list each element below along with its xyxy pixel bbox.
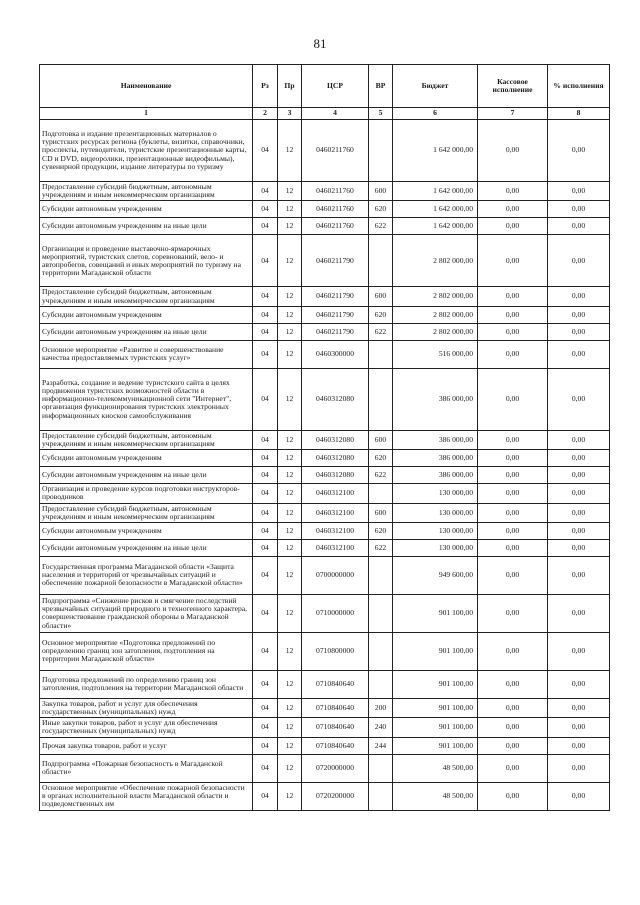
cell-pr: 12 bbox=[278, 323, 302, 340]
cell-budget: 386 000,00 bbox=[393, 430, 478, 449]
cell-pr: 12 bbox=[278, 632, 302, 670]
table-row bbox=[40, 632, 610, 670]
cell-rz: 04 bbox=[253, 218, 278, 235]
cell-csr: 0460211760 bbox=[302, 182, 369, 201]
cell-vr bbox=[369, 594, 393, 632]
cell-csr: 0460300000 bbox=[302, 340, 369, 368]
cell-name: Подпрограмма «Снижение рисков и смягчение последствий чрезвычайных ситуаций природного и техногенного характера, совершенствование гражданской обороны в Магаданской области» bbox=[40, 594, 253, 632]
cell-cash-execution: 0,00 bbox=[478, 718, 548, 737]
cell-pr: 12 bbox=[278, 120, 302, 182]
cell-name: Субсидии автономным учреждениям bbox=[40, 450, 253, 467]
cell-name: Субсидии автономным учреждениям на иные цели bbox=[40, 467, 253, 484]
cell-vr bbox=[369, 484, 393, 503]
cell-pr: 12 bbox=[278, 670, 302, 698]
cell-vr bbox=[369, 120, 393, 182]
cell-name: Основное мероприятие «Подготовка предложений по определению границ зон затопления, подтопления на территории Магаданской области» bbox=[40, 632, 253, 670]
cell-budget: 386 000,00 bbox=[393, 450, 478, 467]
cell-cash-execution: 0,00 bbox=[478, 182, 548, 201]
cell-cash-execution: 0,00 bbox=[478, 556, 548, 594]
cell-pr: 12 bbox=[278, 368, 302, 430]
cell-cash-execution: 0,00 bbox=[478, 503, 548, 522]
cell-cash-execution: 0,00 bbox=[478, 539, 548, 556]
page-number: 81 bbox=[313, 36, 327, 51]
cell-execution-percent: 0,00 bbox=[548, 218, 610, 235]
cell-budget: 2 802 000,00 bbox=[393, 306, 478, 323]
cell-rz: 04 bbox=[253, 235, 278, 287]
column-number: 8 bbox=[548, 108, 610, 120]
cell-csr: 0460312100 bbox=[302, 522, 369, 539]
column-number-row bbox=[40, 108, 610, 120]
cell-budget: 901 100,00 bbox=[393, 737, 478, 754]
cell-pr: 12 bbox=[278, 235, 302, 287]
cell-cash-execution: 0,00 bbox=[478, 218, 548, 235]
cell-execution-percent: 0,00 bbox=[548, 287, 610, 306]
cell-cash-execution: 0,00 bbox=[478, 368, 548, 430]
cell-vr bbox=[369, 632, 393, 670]
header-csr: ЦСР bbox=[302, 65, 369, 108]
column-number: 2 bbox=[253, 108, 278, 120]
cell-rz: 04 bbox=[253, 539, 278, 556]
cell-cash-execution: 0,00 bbox=[478, 120, 548, 182]
cell-name: Предоставление субсидий бюджетным, автономным учреждениям и иным некоммерческим организациям bbox=[40, 503, 253, 522]
cell-budget: 901 100,00 bbox=[393, 698, 478, 717]
cell-vr: 622 bbox=[369, 323, 393, 340]
cell-budget: 516 000,00 bbox=[393, 340, 478, 368]
cell-budget: 2 802 000,00 bbox=[393, 235, 478, 287]
cell-csr: 0700000000 bbox=[302, 556, 369, 594]
cell-rz: 04 bbox=[253, 522, 278, 539]
cell-execution-percent: 0,00 bbox=[548, 782, 610, 810]
cell-execution-percent: 0,00 bbox=[548, 737, 610, 754]
cell-cash-execution: 0,00 bbox=[478, 201, 548, 218]
header-pr: Пр bbox=[278, 65, 302, 108]
cell-name: Предоставление субсидий бюджетным, автономным учреждениям и иным некоммерческим организациям bbox=[40, 287, 253, 306]
cell-vr: 622 bbox=[369, 467, 393, 484]
cell-vr bbox=[369, 340, 393, 368]
cell-rz: 04 bbox=[253, 182, 278, 201]
cell-vr: 244 bbox=[369, 737, 393, 754]
cell-csr: 0710840640 bbox=[302, 698, 369, 717]
cell-pr: 12 bbox=[278, 287, 302, 306]
cell-name: Организация и проведение выставочно-ярмарочных мероприятий, туристских слетов, соревнований, вело- и автопробегов, совещаний и иных мероприятий по туризму на территории Магаданской области bbox=[40, 235, 253, 287]
cell-cash-execution: 0,00 bbox=[478, 430, 548, 449]
cell-cash-execution: 0,00 bbox=[478, 306, 548, 323]
cell-rz: 04 bbox=[253, 737, 278, 754]
cell-name: Субсидии автономным учреждениям bbox=[40, 201, 253, 218]
cell-budget: 130 000,00 bbox=[393, 539, 478, 556]
table-row bbox=[40, 556, 610, 594]
cell-rz: 04 bbox=[253, 632, 278, 670]
cell-vr bbox=[369, 368, 393, 430]
cell-budget: 949 600,00 bbox=[393, 556, 478, 594]
cell-execution-percent: 0,00 bbox=[548, 430, 610, 449]
cell-vr: 620 bbox=[369, 201, 393, 218]
cell-pr: 12 bbox=[278, 698, 302, 717]
header-cash-execution: Кассовое исполнение bbox=[478, 65, 548, 108]
cell-execution-percent: 0,00 bbox=[548, 120, 610, 182]
cell-pr: 12 bbox=[278, 522, 302, 539]
table-row bbox=[40, 340, 610, 368]
cell-name: Субсидии автономным учреждениям bbox=[40, 306, 253, 323]
cell-rz: 04 bbox=[253, 718, 278, 737]
cell-execution-percent: 0,00 bbox=[548, 539, 610, 556]
cell-execution-percent: 0,00 bbox=[548, 698, 610, 717]
cell-name: Прочая закупка товаров, работ и услуг bbox=[40, 737, 253, 754]
cell-execution-percent: 0,00 bbox=[548, 306, 610, 323]
table-row bbox=[40, 484, 610, 503]
cell-pr: 12 bbox=[278, 737, 302, 754]
table-row bbox=[40, 218, 610, 235]
cell-rz: 04 bbox=[253, 201, 278, 218]
table-row bbox=[40, 467, 610, 484]
cell-csr: 0460211760 bbox=[302, 201, 369, 218]
cell-cash-execution: 0,00 bbox=[478, 323, 548, 340]
cell-name: Подпрограмма «Пожарная безопасность в Магаданской области» bbox=[40, 754, 253, 782]
cell-budget: 130 000,00 bbox=[393, 484, 478, 503]
cell-budget: 901 100,00 bbox=[393, 670, 478, 698]
cell-vr: 600 bbox=[369, 503, 393, 522]
cell-cash-execution: 0,00 bbox=[478, 340, 548, 368]
cell-budget: 130 000,00 bbox=[393, 503, 478, 522]
cell-cash-execution: 0,00 bbox=[478, 594, 548, 632]
cell-pr: 12 bbox=[278, 430, 302, 449]
cell-csr: 0460312100 bbox=[302, 484, 369, 503]
cell-cash-execution: 0,00 bbox=[478, 522, 548, 539]
table-row bbox=[40, 737, 610, 754]
cell-csr: 0460211760 bbox=[302, 120, 369, 182]
cell-csr: 0710800000 bbox=[302, 632, 369, 670]
table-row bbox=[40, 306, 610, 323]
table-row bbox=[40, 754, 610, 782]
table-row bbox=[40, 698, 610, 717]
cell-name: Разработка, создание и ведение туристского сайта в целях продвижения туристских возможностей области в информационно-телекоммуникационной сети "Интернет", организация функционирования туристских электронных информационных киосков самообслуживания bbox=[40, 368, 253, 430]
cell-pr: 12 bbox=[278, 718, 302, 737]
cell-rz: 04 bbox=[253, 467, 278, 484]
table-row bbox=[40, 522, 610, 539]
cell-cash-execution: 0,00 bbox=[478, 670, 548, 698]
column-number: 7 bbox=[478, 108, 548, 120]
cell-cash-execution: 0,00 bbox=[478, 754, 548, 782]
cell-csr: 0710000000 bbox=[302, 594, 369, 632]
table-row bbox=[40, 235, 610, 287]
cell-rz: 04 bbox=[253, 340, 278, 368]
table-header-row bbox=[40, 65, 610, 108]
cell-vr: 600 bbox=[369, 430, 393, 449]
table-row bbox=[40, 503, 610, 522]
cell-execution-percent: 0,00 bbox=[548, 594, 610, 632]
cell-cash-execution: 0,00 bbox=[478, 632, 548, 670]
cell-rz: 04 bbox=[253, 306, 278, 323]
cell-csr: 0460312080 bbox=[302, 368, 369, 430]
cell-rz: 04 bbox=[253, 323, 278, 340]
cell-name: Основное мероприятие «Развитие и совершенствование качества предоставляемых туристских услуг» bbox=[40, 340, 253, 368]
cell-vr: 620 bbox=[369, 450, 393, 467]
cell-execution-percent: 0,00 bbox=[548, 754, 610, 782]
cell-csr: 0460211790 bbox=[302, 287, 369, 306]
cell-pr: 12 bbox=[278, 782, 302, 810]
cell-cash-execution: 0,00 bbox=[478, 450, 548, 467]
table-row bbox=[40, 594, 610, 632]
cell-csr: 0460312080 bbox=[302, 450, 369, 467]
cell-name: Предоставление субсидий бюджетным, автономным учреждениям и иным некоммерческим организациям bbox=[40, 430, 253, 449]
cell-vr bbox=[369, 782, 393, 810]
cell-pr: 12 bbox=[278, 450, 302, 467]
cell-name: Субсидии автономным учреждениям на иные цели bbox=[40, 323, 253, 340]
cell-execution-percent: 0,00 bbox=[548, 368, 610, 430]
cell-csr: 0710840640 bbox=[302, 737, 369, 754]
cell-execution-percent: 0,00 bbox=[548, 718, 610, 737]
cell-csr: 0460211790 bbox=[302, 306, 369, 323]
cell-csr: 0460312080 bbox=[302, 430, 369, 449]
cell-pr: 12 bbox=[278, 306, 302, 323]
table-row bbox=[40, 182, 610, 201]
cell-cash-execution: 0,00 bbox=[478, 287, 548, 306]
header-budget: Бюджет bbox=[393, 65, 478, 108]
cell-csr: 0460312100 bbox=[302, 539, 369, 556]
cell-budget: 2 802 000,00 bbox=[393, 287, 478, 306]
cell-name: Подготовка и издание презентационных материалов о туристских ресурсах региона (буклеты, визитки, справочники, проспекты, путеводители, туристские презентационные карты, CD и DVD, видеоролики, презентационные видеофильмы), сувенирной продукции, издание литературы по туризму bbox=[40, 120, 253, 182]
cell-rz: 04 bbox=[253, 556, 278, 594]
cell-rz: 04 bbox=[253, 450, 278, 467]
cell-name: Организация и проведение курсов подготовки инструкторов-проводников bbox=[40, 484, 253, 503]
cell-rz: 04 bbox=[253, 120, 278, 182]
cell-execution-percent: 0,00 bbox=[548, 522, 610, 539]
cell-budget: 1 642 000,00 bbox=[393, 218, 478, 235]
cell-vr: 240 bbox=[369, 718, 393, 737]
cell-name: Иные закупки товаров, работ и услуг для обеспечения государственных (муниципальных) нужд bbox=[40, 718, 253, 737]
cell-budget: 901 100,00 bbox=[393, 594, 478, 632]
cell-execution-percent: 0,00 bbox=[548, 450, 610, 467]
cell-csr: 0460312100 bbox=[302, 503, 369, 522]
cell-csr: 0720000000 bbox=[302, 754, 369, 782]
cell-rz: 04 bbox=[253, 670, 278, 698]
cell-execution-percent: 0,00 bbox=[548, 235, 610, 287]
cell-execution-percent: 0,00 bbox=[548, 632, 610, 670]
cell-budget: 2 802 000,00 bbox=[393, 323, 478, 340]
cell-execution-percent: 0,00 bbox=[548, 556, 610, 594]
column-number: 3 bbox=[278, 108, 302, 120]
cell-csr: 0720200000 bbox=[302, 782, 369, 810]
cell-execution-percent: 0,00 bbox=[548, 182, 610, 201]
cell-name: Государственная программа Магаданской области «Защита населения и территорий от чрезвычайных ситуаций и обеспечение пожарной безопасности в Магаданской области» bbox=[40, 556, 253, 594]
header-rz: Рз bbox=[253, 65, 278, 108]
cell-execution-percent: 0,00 bbox=[548, 503, 610, 522]
cell-budget: 901 100,00 bbox=[393, 632, 478, 670]
cell-rz: 04 bbox=[253, 503, 278, 522]
cell-name: Подготовка предложений по определению границ зон затопления, подтопления на территории Магаданской области bbox=[40, 670, 253, 698]
cell-pr: 12 bbox=[278, 754, 302, 782]
cell-rz: 04 bbox=[253, 368, 278, 430]
cell-budget: 1 642 000,00 bbox=[393, 120, 478, 182]
cell-cash-execution: 0,00 bbox=[478, 698, 548, 717]
column-number: 6 bbox=[393, 108, 478, 120]
cell-vr bbox=[369, 754, 393, 782]
cell-csr: 0460211790 bbox=[302, 235, 369, 287]
table-row bbox=[40, 430, 610, 449]
cell-name: Субсидии автономным учреждениям на иные цели bbox=[40, 539, 253, 556]
cell-pr: 12 bbox=[278, 539, 302, 556]
cell-vr bbox=[369, 670, 393, 698]
cell-execution-percent: 0,00 bbox=[548, 484, 610, 503]
cell-cash-execution: 0,00 bbox=[478, 737, 548, 754]
cell-rz: 04 bbox=[253, 430, 278, 449]
cell-execution-percent: 0,00 bbox=[548, 340, 610, 368]
cell-pr: 12 bbox=[278, 182, 302, 201]
header-name: Наименование bbox=[40, 65, 253, 108]
cell-pr: 12 bbox=[278, 594, 302, 632]
header-execution-percent: % исполнения bbox=[548, 65, 610, 108]
cell-budget: 386 000,00 bbox=[393, 467, 478, 484]
column-number: 1 bbox=[40, 108, 253, 120]
table-row bbox=[40, 201, 610, 218]
cell-rz: 04 bbox=[253, 754, 278, 782]
table-row bbox=[40, 670, 610, 698]
cell-name: Субсидии автономным учреждениям bbox=[40, 522, 253, 539]
cell-rz: 04 bbox=[253, 594, 278, 632]
cell-pr: 12 bbox=[278, 340, 302, 368]
column-number: 5 bbox=[369, 108, 393, 120]
cell-pr: 12 bbox=[278, 556, 302, 594]
table-row bbox=[40, 718, 610, 737]
column-number: 4 bbox=[302, 108, 369, 120]
cell-cash-execution: 0,00 bbox=[478, 235, 548, 287]
cell-name: Закупка товаров, работ и услуг для обеспечения государственных (муниципальных) нужд bbox=[40, 698, 253, 717]
cell-csr: 0460211790 bbox=[302, 323, 369, 340]
budget-execution-table bbox=[39, 64, 610, 811]
cell-rz: 04 bbox=[253, 484, 278, 503]
table-row bbox=[40, 368, 610, 430]
cell-pr: 12 bbox=[278, 484, 302, 503]
cell-vr: 600 bbox=[369, 287, 393, 306]
cell-budget: 1 642 000,00 bbox=[393, 182, 478, 201]
cell-cash-execution: 0,00 bbox=[478, 782, 548, 810]
cell-pr: 12 bbox=[278, 467, 302, 484]
cell-pr: 12 bbox=[278, 503, 302, 522]
cell-name: Основное мероприятие «Обеспечение пожарной безопасности в органах исполнительной власти Магаданской области и подведомственных им bbox=[40, 782, 253, 810]
table-row bbox=[40, 287, 610, 306]
cell-execution-percent: 0,00 bbox=[548, 670, 610, 698]
header-vr: ВР bbox=[369, 65, 393, 108]
cell-csr: 0710840640 bbox=[302, 670, 369, 698]
table-row bbox=[40, 323, 610, 340]
cell-budget: 48 500,00 bbox=[393, 782, 478, 810]
cell-rz: 04 bbox=[253, 782, 278, 810]
cell-vr: 200 bbox=[369, 698, 393, 717]
cell-csr: 0460211760 bbox=[302, 218, 369, 235]
cell-cash-execution: 0,00 bbox=[478, 467, 548, 484]
cell-rz: 04 bbox=[253, 287, 278, 306]
cell-name: Субсидии автономным учреждениям на иные цели bbox=[40, 218, 253, 235]
cell-vr bbox=[369, 556, 393, 594]
cell-pr: 12 bbox=[278, 201, 302, 218]
cell-vr: 620 bbox=[369, 522, 393, 539]
cell-vr: 600 bbox=[369, 182, 393, 201]
cell-budget: 48 500,00 bbox=[393, 754, 478, 782]
cell-rz: 04 bbox=[253, 698, 278, 717]
cell-execution-percent: 0,00 bbox=[548, 323, 610, 340]
cell-vr bbox=[369, 235, 393, 287]
cell-vr: 620 bbox=[369, 306, 393, 323]
table-row bbox=[40, 450, 610, 467]
cell-budget: 130 000,00 bbox=[393, 522, 478, 539]
cell-execution-percent: 0,00 bbox=[548, 201, 610, 218]
cell-vr: 622 bbox=[369, 218, 393, 235]
cell-budget: 1 642 000,00 bbox=[393, 201, 478, 218]
cell-name: Предоставление субсидий бюджетным, автономным учреждениям и иным некоммерческим организациям bbox=[40, 182, 253, 201]
cell-csr: 0460312080 bbox=[302, 467, 369, 484]
cell-pr: 12 bbox=[278, 218, 302, 235]
table-row bbox=[40, 782, 610, 810]
table-row bbox=[40, 120, 610, 182]
cell-execution-percent: 0,00 bbox=[548, 467, 610, 484]
cell-budget: 901 100,00 bbox=[393, 718, 478, 737]
cell-vr: 622 bbox=[369, 539, 393, 556]
cell-budget: 386 000,00 bbox=[393, 368, 478, 430]
cell-cash-execution: 0,00 bbox=[478, 484, 548, 503]
table-row bbox=[40, 539, 610, 556]
cell-csr: 0710840640 bbox=[302, 718, 369, 737]
